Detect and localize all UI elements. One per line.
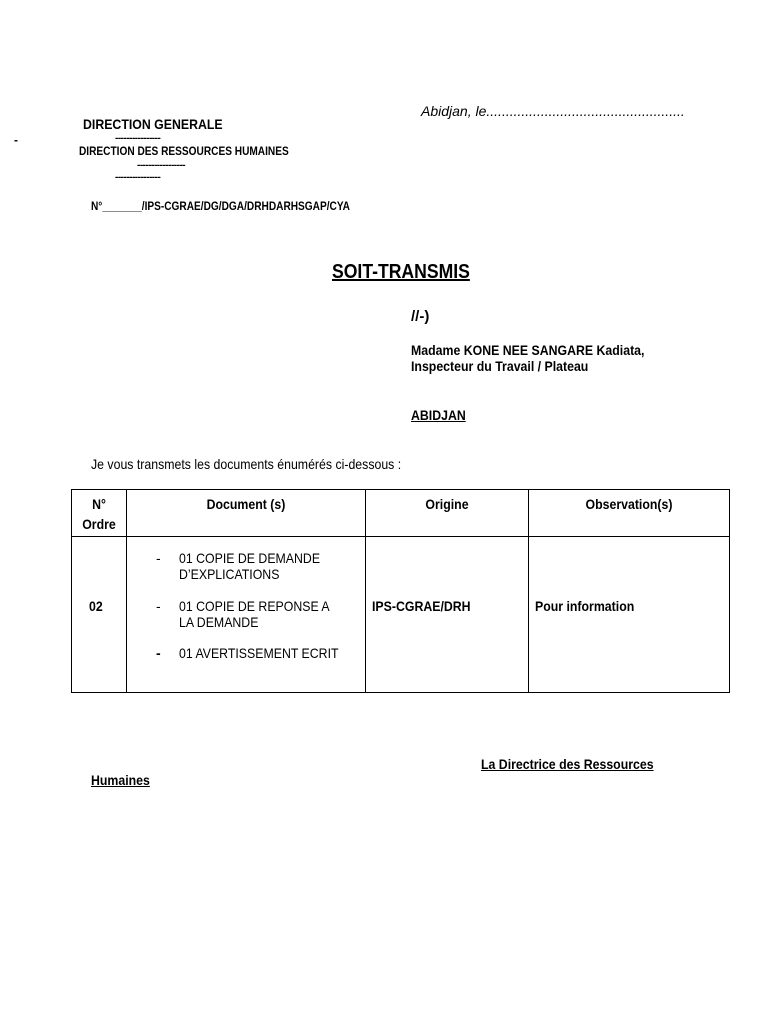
header-document-label: Document (s) (206, 496, 286, 512)
table-row (72, 537, 730, 693)
list-item-text: 01 COPIE DE DEMANDE D’EXPLICATIONS (179, 550, 321, 582)
recipient-city: ABIDJAN (411, 407, 466, 423)
header-document (127, 490, 366, 537)
ordre-value: 02 (89, 598, 103, 614)
header-ordre-line1: N° (92, 496, 106, 512)
stray-dash: - (14, 133, 18, 147)
signature-line-1: La Directrice des Ressources (481, 756, 654, 772)
list-item-text: 01 COPIE DE REPONSE A LA DEMANDE (179, 598, 329, 630)
header-observation (529, 490, 730, 537)
table-header-row (72, 490, 730, 537)
reference-number: N°_______/IPS-CGRAE/DG/DGA/DRHDARHSGAP/CYA (91, 201, 350, 213)
header-ordre-line2: Ordre (82, 516, 116, 532)
cell-observation (529, 537, 730, 693)
cell-ordre (72, 537, 127, 693)
list-item-text: 01 AVERTISSEMENT ECRIT (179, 645, 339, 661)
header-ordre (72, 490, 127, 537)
cell-origine (366, 537, 529, 693)
recipient-name: Madame KONE NEE SANGARE Kadiata, (411, 342, 645, 358)
observation-value: Pour information (535, 598, 635, 614)
list-bullet: - (156, 550, 161, 566)
separator-line-1: ---------------- (115, 133, 161, 144)
document-title: SOIT-TRANSMIS (332, 261, 470, 283)
separator-line-3: ---------------- (115, 172, 161, 183)
separator-line-2: ----------------- (137, 160, 186, 171)
intro-text: Je vous transmets les documents énumérés ci-dessous : (91, 456, 402, 472)
date-line: Abidjan, le................................................... (421, 103, 685, 119)
list-bullet: - (156, 598, 161, 614)
documents-table (71, 489, 730, 693)
recipient-marker: //-) (411, 308, 430, 325)
cell-documents (127, 537, 366, 693)
direction-generale-heading: DIRECTION GENERALE (83, 116, 223, 132)
origine-value: IPS-CGRAE/DRH (372, 598, 471, 614)
recipient-title: Inspecteur du Travail / Plateau (411, 358, 589, 374)
header-origine (366, 490, 529, 537)
header-observation-label: Observation(s) (585, 496, 673, 512)
list-bullet: - (156, 645, 161, 661)
header-origine-label: Origine (425, 496, 469, 512)
signature-line-2: Humaines (91, 772, 150, 788)
direction-rh-heading: DIRECTION DES RESSOURCES HUMAINES (79, 146, 289, 158)
